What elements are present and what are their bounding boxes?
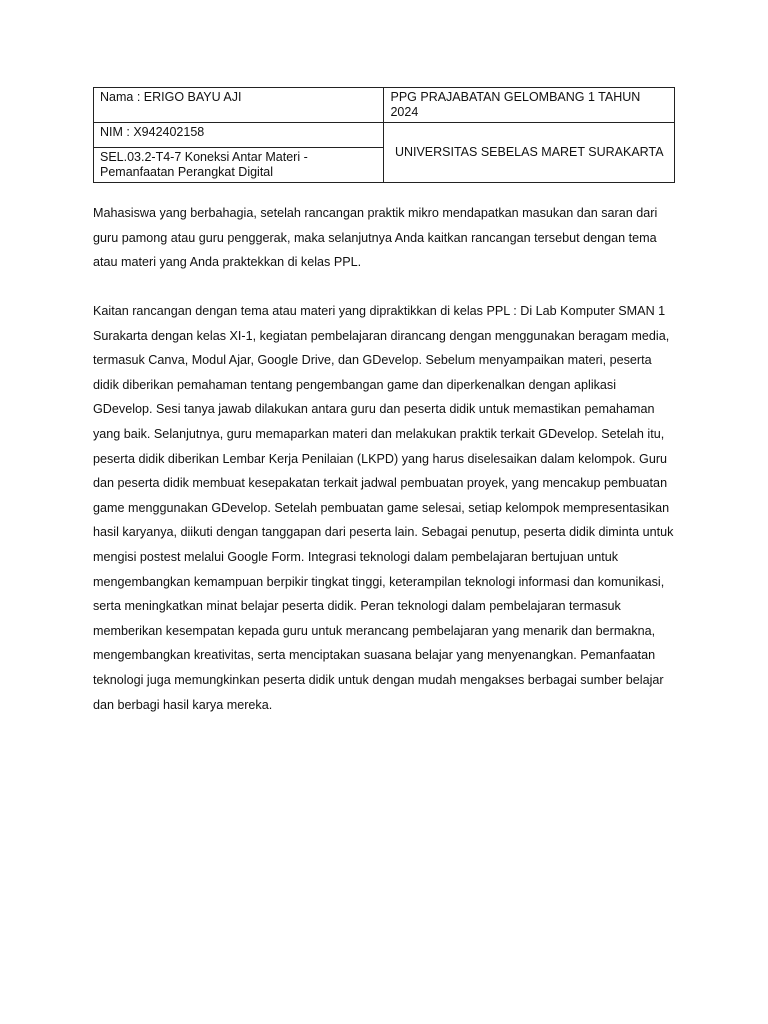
student-nim-cell (94, 123, 384, 148)
student-name: Nama : ERIGO BAYU AJI (100, 90, 242, 104)
intro-paragraph: Mahasiswa yang berbahagia, setelah rancangan praktik mikro mendapatkan masukan dan saran dari guru pamong atau guru penggerak, maka selanjutnya Anda kaitkan rancangan tersebut dengan tema atau materi yang Anda praktekkan di kelas PPL. (93, 206, 658, 270)
header-row-1 (94, 88, 675, 123)
course-cell (94, 148, 384, 183)
program-cell (384, 88, 675, 123)
student-name-cell (94, 88, 384, 123)
main-paragraph: Kaitan rancangan dengan tema atau materi yang dipraktikkan di kelas PPL : Di Lab Komputer SMAN 1 Surakarta dengan kelas XI-1, kegiatan pembelajaran dirancang dengan menggunakan beragam media, termasuk Canva, Modul Ajar, Google Drive, dan GDevelop. Sebelum menyampaikan materi, peserta didik diberikan pemahaman tentang pengembangan game dan diperkenalkan dengan aplikasi GDevelop. Sesi tanya jawab dilakukan antara guru dan peserta didik untuk memastikan pemahaman yang baik. Selanjutnya, guru memaparkan materi dan melakukan praktik terkait GDevelop. Setelah itu, peserta didik diberikan Lembar Kerja Penilaian (LKPD) yang harus diselesaikan dalam kelompok. Guru dan peserta didik membuat kesepakatan terkait jadwal pembuatan proyek, yang mencakup pembuatan game menggunakan GDevelop. Setelah pembuatan game selesai, setiap kelompok mempresentasikan hasil karyanya, diikuti dengan tanggapan dari peserta lain. Sebagai penutup, peserta didik diminta untuk mengisi postest melalui Google Form. Integrasi teknologi dalam pembelajaran bertujuan untuk mengembangkan kemampuan berpikir tingkat tinggi, keterampilan teknologi informasi dan komunikasi, serta meningkatkan minat belajar peserta didik. Peran teknologi dalam pembelajaran termasuk memberikan kesempatan kepada guru untuk merancang pembelajaran yang menarik dan bermakna, mengembangkan kreativitas, serta menciptakan suasana belajar yang menyenangkan. Pemanfaatan teknologi juga memungkinkan peserta didik untuk dengan mudah mengakses berbagai sumber belajar dan berbagi hasil karya mereka. (93, 304, 674, 712)
header-row-2 (94, 123, 675, 148)
course-title-line-1: SEL.03.2-T4-7 Koneksi Antar Materi - (100, 150, 308, 164)
university-name: UNIVERSITAS SEBELAS MARET SURAKARTA (394, 145, 664, 159)
header-table (93, 87, 675, 183)
course-title-line-2: Pemanfaatan Perangkat Digital (100, 165, 274, 179)
program-title: PPG PRAJABATAN GELOMBANG 1 TAHUN 2024 (390, 90, 641, 119)
university-cell (384, 123, 675, 183)
student-nim: NIM : X942402158 (100, 125, 205, 139)
